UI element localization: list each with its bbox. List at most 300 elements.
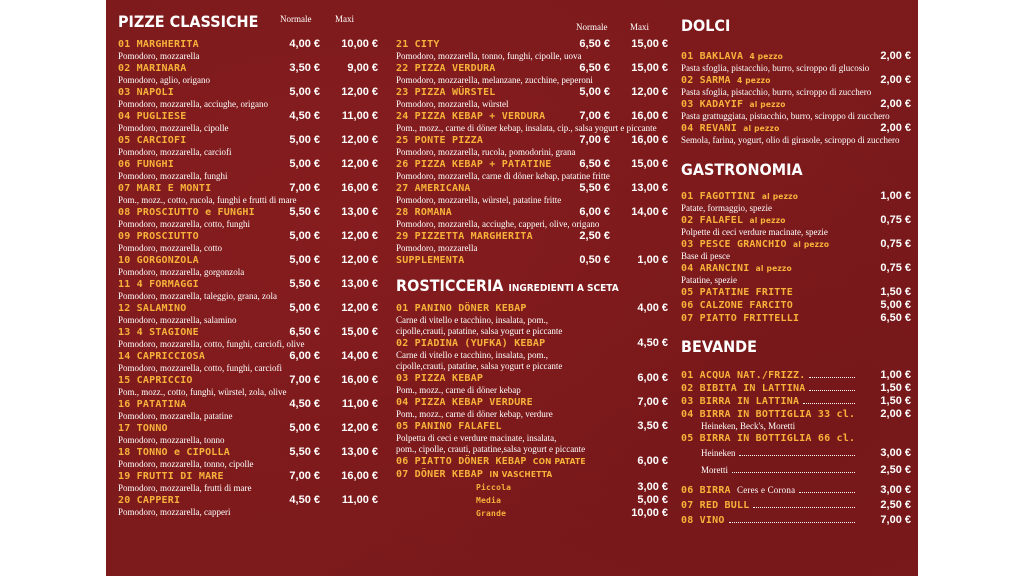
price: 1,00 € [880, 190, 911, 202]
item-name: 09 PROSCIUTTO [118, 231, 199, 242]
price-normale: 5,00 € [579, 86, 610, 98]
item-title: 06 CALZONE FARCITO [681, 300, 793, 311]
price-normale: 6,50 € [579, 38, 610, 50]
item-name [681, 299, 851, 312]
item-name [396, 302, 608, 315]
item-title: 01 BAKLAVA [681, 51, 744, 62]
menu-item-row [118, 326, 378, 339]
dot-leader [753, 507, 855, 508]
drink-option-row [681, 445, 911, 462]
section-title-gastronomia: GASTRONOMIA [681, 160, 803, 179]
price-maxi: 15,00 € [631, 62, 668, 74]
item-note: al pezzo [749, 216, 786, 225]
maxi-label: Maxi [335, 14, 354, 24]
item-name [396, 372, 608, 385]
price-normale: 7,00 € [289, 470, 320, 482]
item-description: pom., cipolle, crauti, patatine,salsa yogurt e piccante [396, 444, 586, 454]
drink-name: 04 BIRRA IN BOTTIGLIA 33 cl. [681, 409, 856, 420]
column-dolci-gastro-bevande [681, 16, 911, 528]
item-name: 06 FUNGHI [118, 159, 174, 170]
menu-item-row [396, 420, 668, 433]
item-note: al pezzo [743, 124, 780, 133]
price-normale: 6,50 € [579, 62, 610, 74]
price: 2,50 € [880, 499, 911, 511]
price-normale: 6,00 € [579, 206, 610, 218]
item-description: cipolle,crauti, patatine, salsa yogurt e piccante [396, 326, 563, 336]
price-maxi: 13,00 € [341, 278, 378, 290]
item-description: cipolle,crauti, patatine, salsa yogurt e piccante [396, 361, 563, 371]
price-maxi: 12,00 € [341, 302, 378, 314]
price-normale: 6,00 € [289, 350, 320, 362]
menu-item-row [396, 254, 668, 267]
drink-row [681, 408, 911, 421]
dot-leader [803, 403, 855, 404]
item-name [396, 337, 608, 350]
price-normale: 4,50 € [289, 110, 320, 122]
price-normale: 5,00 € [289, 422, 320, 434]
item-name: 17 TONNO [118, 423, 168, 434]
drink-name: 03 BIRRA IN LATTINA [681, 396, 800, 407]
item-description: Pomodoro, mozzarella, patatine [118, 411, 233, 421]
item-note: al pezzo [792, 240, 830, 249]
dolci-list [681, 50, 911, 146]
item-note: 4 pezzo [749, 52, 784, 61]
item-description: Pomodoro, mozzarella [118, 51, 200, 61]
item-name: 02 MARINARA [118, 63, 187, 74]
item-description: Pasta sfoglia, pistacchio, burro, sciroppo di zucchero [681, 87, 872, 97]
pizze-list [118, 38, 378, 518]
item-name: 10 GORGONZOLA [118, 255, 199, 266]
item-name: 21 CITY [396, 39, 440, 50]
item-name: 22 PIZZA VERDURA [396, 63, 496, 74]
price: 2,00 € [880, 74, 911, 86]
price-normale: 5,00 € [289, 230, 320, 242]
item-description: Pasta sfoglia, pistacchio, burro, sciroppo di glucosio [681, 63, 870, 73]
dot-leader [809, 390, 855, 391]
item-name: 07 MARI E MONTI [118, 183, 212, 194]
item-name [396, 420, 608, 433]
menu-item-row [681, 74, 911, 87]
size-label: Grande [476, 509, 507, 518]
item-description: Patate, formaggio, spezie [681, 203, 772, 213]
rosticceria-title: ROSTICCERIA [396, 276, 504, 295]
item-description: Base di pesce [681, 251, 730, 261]
gastronomia-list [681, 190, 911, 325]
item-description: Carne di vitello e tacchino, insalata, pom., [396, 350, 548, 360]
drink-name [681, 513, 725, 528]
dot-leader [809, 377, 855, 378]
dot-leader [732, 472, 855, 473]
item-note: al pezzo [755, 264, 792, 273]
price-maxi: 16,00 € [631, 134, 668, 146]
price-normale: 5,00 € [289, 158, 320, 170]
drink-title: 08 VINO [681, 515, 725, 526]
price: 2,00 € [880, 50, 911, 62]
price-normale: 4,50 € [289, 494, 320, 506]
item-name: 08 PROSCIUTTO e FUNGHI [118, 207, 255, 218]
item-description: Carne di vitello e tacchino, insalata, pom., [396, 315, 548, 325]
price: 4,00 € [637, 302, 668, 314]
item-description: Pomodoro, mozzarella, cotto, funghi, carciofi [118, 363, 282, 373]
item-name: 01 MARGHERITA [118, 39, 199, 50]
price-normale: 0,50 € [579, 254, 610, 266]
item-description: Pomodoro, mozzarella, tonno, funghi, cipolle, uova [396, 51, 582, 61]
menu-item-row [118, 422, 378, 435]
item-description: Pomodoro, mozzarella, cotto, funghi, carciofi, olive [118, 339, 305, 349]
item-name [681, 312, 851, 325]
item-title: 03 PESCE GRANCHIO [681, 239, 787, 250]
drink-title: 07 RED BULL [681, 500, 750, 511]
price-maxi: 10,00 € [341, 38, 378, 50]
menu-item-row [396, 110, 668, 123]
drink-row [681, 483, 911, 498]
item-note: CON PATATE [532, 457, 586, 466]
item-title: 01 PANINO DÖNER KEBAP [396, 303, 527, 314]
menu-item-row [396, 38, 668, 51]
price: 1,50 € [880, 382, 911, 394]
price: 3,00 € [637, 481, 668, 493]
item-description: Pom., mozz., carne di döner kebap [396, 385, 521, 395]
item-title: 05 PATATINE FRITTE [681, 287, 793, 298]
item-description: Pomodoro, mozzarella, tonno [118, 435, 225, 445]
rosticceria-subtitle: INGREDIENTI A SCETA [508, 283, 619, 294]
item-description: Pomodoro, mozzarella, gorgonzola [118, 267, 245, 277]
item-description: Polpette di ceci verdure macinate, spezie [681, 227, 828, 237]
item-description: Pomodoro, mozzarella, acciughe, origano [118, 99, 268, 109]
menu-item-row [681, 50, 911, 63]
column-pizze-classiche [118, 12, 378, 518]
price-normale: 4,50 € [289, 398, 320, 410]
price: 7,00 € [637, 396, 668, 408]
price-maxi: 12,00 € [341, 230, 378, 242]
menu-item-row [396, 302, 668, 315]
price: 3,00 € [880, 484, 911, 496]
menu-item-row [681, 122, 911, 135]
price: 10,00 € [631, 507, 668, 519]
price-maxi: 9,00 € [347, 62, 378, 74]
drink-row [681, 395, 911, 408]
price-normale: 5,50 € [289, 446, 320, 458]
menu-item-row [681, 312, 911, 325]
price-maxi: 12,00 € [631, 86, 668, 98]
item-name [681, 50, 851, 63]
item-description: Pomodoro, mozzarella [396, 243, 478, 253]
price-normale: 6,50 € [289, 326, 320, 338]
menu-item-row [118, 62, 378, 75]
price-normale: 2,50 € [579, 230, 610, 242]
item-name: 20 CAPPERI [118, 495, 181, 506]
drink-name: 05 BIRRA IN BOTTIGLIA 66 cl. [681, 433, 856, 444]
item-name: 29 PIZZETTA MARGHERITA [396, 231, 533, 242]
item-title: 07 PIATTO FRITTELLI [681, 313, 800, 324]
menu-item-row [396, 134, 668, 147]
item-name: 12 SALAMINO [118, 303, 187, 314]
size-label: Piccola [476, 483, 512, 492]
option-label: Heineken [701, 448, 736, 458]
price: 1,50 € [880, 286, 911, 298]
item-description: Pomodoro, mozzarella, würstel, patatine fritte [396, 195, 562, 205]
price-normale: 5,50 € [579, 182, 610, 194]
price: 6,00 € [637, 455, 668, 467]
price-normale: 4,00 € [289, 38, 320, 50]
menu-item-row [681, 98, 911, 111]
price-normale: 5,50 € [289, 278, 320, 290]
drink-row [681, 382, 911, 395]
price-normale: 5,50 € [289, 206, 320, 218]
price: 3,00 € [880, 447, 911, 459]
price-maxi: 12,00 € [341, 254, 378, 266]
item-description: Pasta grattuggiata, pistacchio, burro, sciroppo di zucchero [681, 111, 890, 121]
price: 1,50 € [880, 395, 911, 407]
price-maxi: 13,00 € [631, 182, 668, 194]
item-description: Patatine, spezie [681, 275, 737, 285]
price-normale: 5,00 € [289, 86, 320, 98]
menu-item-row [681, 214, 911, 227]
drink-name [681, 483, 795, 498]
item-description: Pomodoro, mozzarella, tonno, cipolle [118, 459, 254, 469]
menu-item-row [396, 230, 668, 243]
item-description: Pomodoro, mozzarella, acciughe, capperi, olive, origano [396, 219, 600, 229]
drink-name: 01 ACQUA NAT./FRIZZ. [681, 370, 806, 381]
normale-label: Normale [576, 22, 608, 32]
size-row [396, 507, 668, 520]
price: 2,50 € [880, 464, 911, 476]
column-pizze-rosticceria [396, 22, 668, 520]
item-name: 13 4 STAGIONE [118, 327, 199, 338]
item-name [396, 468, 668, 481]
price: 2,00 € [880, 122, 911, 134]
menu-item-row [681, 190, 911, 203]
price: 1,00 € [880, 369, 911, 381]
item-title: 06 PIATTO DÖNER KEBAP [396, 456, 527, 467]
item-name [681, 214, 851, 227]
price: 5,00 € [637, 494, 668, 506]
menu-item-row [118, 182, 378, 195]
drink-row [681, 513, 911, 528]
option-label: Moretti [701, 465, 728, 475]
item-description: Pom., mozz., carne di döner kebap, verdure [396, 409, 553, 419]
menu-item-row [396, 206, 668, 219]
section-title-rosticceria [396, 276, 641, 296]
drink-brands: Ceres e Corona [737, 485, 796, 495]
size-row [396, 481, 668, 494]
item-description: Pom., mozz., carne di döner kebap, insalata, cip., salsa yogurt e piccante [396, 123, 657, 133]
vaschetta-note: IN VASCHETTA [489, 470, 553, 479]
item-title: 02 PIADINA (YUFKA) KEBAP [396, 338, 546, 349]
item-description: Pomodoro, mozzarella, capperi [118, 507, 231, 517]
item-title: 03 KADAYIF [681, 99, 744, 110]
price-normale: 7,00 € [579, 134, 610, 146]
item-name: 05 CARCIOFI [118, 135, 187, 146]
item-name: 23 PIZZA WÜRSTEL [396, 87, 496, 98]
item-name: SUPPLEMENTA [396, 255, 465, 266]
item-name [681, 286, 851, 299]
menu-board [106, 0, 918, 576]
menu-item-row [396, 372, 668, 385]
menu-item-row [396, 455, 668, 468]
menu-item-row [118, 134, 378, 147]
menu-item-row [396, 182, 668, 195]
item-description: Pomodoro, mozzarella, rucola, pomodorini, grana [396, 147, 576, 157]
item-name [681, 122, 851, 135]
section-title-bevande: BEVANDE [681, 337, 757, 356]
item-name: 15 CAPRICCIO [118, 375, 193, 386]
drink-row [681, 498, 911, 513]
item-description: Pomodoro, aglio, origano [118, 75, 210, 85]
menu-item-row [118, 110, 378, 123]
price-maxi: 13,00 € [341, 206, 378, 218]
menu-item-row [396, 337, 668, 350]
item-description: Semola, farina, yogurt, olio di girasole, sciroppo di zucchero [681, 135, 900, 145]
price-maxi: 16,00 € [341, 470, 378, 482]
price-maxi: 14,00 € [341, 350, 378, 362]
menu-item-row [118, 278, 378, 291]
normale-label: Normale [280, 14, 312, 24]
price-normale: 5,00 € [289, 134, 320, 146]
item-description: Pomodoro, mozzarella, würstel [396, 99, 509, 109]
item-description: Pomodoro, mozzarella, cotto [118, 243, 222, 253]
price-normale: 7,00 € [289, 182, 320, 194]
vaschetta-item [396, 468, 668, 520]
menu-item-row [118, 446, 378, 459]
item-description: Pomodoro, mozzarella, taleggio, grana, zola [118, 291, 277, 301]
menu-item-row [118, 302, 378, 315]
item-description: Pomodoro, mozzarella, salamino [118, 315, 237, 325]
item-description: Pomodoro, mozzarella, carne di döner kebap, patatine fritte [396, 171, 610, 181]
item-description: Pom., mozz., cotto, rucola, funghi e frutti di mare [118, 195, 297, 205]
item-title: 04 PIZZA KEBAP VERDURE [396, 397, 533, 408]
price-normale: 6,50 € [579, 158, 610, 170]
menu-item-row [118, 350, 378, 363]
item-name: 18 TONNO e CIPOLLA [118, 447, 230, 458]
drink-name [681, 498, 749, 513]
menu-item-row [118, 494, 378, 507]
item-note: al pezzo [749, 100, 786, 109]
price-maxi: 12,00 € [341, 422, 378, 434]
price: 6,00 € [637, 372, 668, 384]
item-title: 04 ARANCINI [681, 263, 750, 274]
item-note: al pezzo [761, 192, 799, 201]
price: 7,00 € [880, 514, 911, 526]
section-title-pizze-classiche: PIZZE CLASSICHE [118, 12, 259, 31]
menu-item-row [118, 86, 378, 99]
price: 0,75 € [880, 262, 911, 274]
maxi-label: Maxi [630, 22, 649, 32]
item-name: 24 PIZZA KEBAP + VERDURA [396, 111, 546, 122]
menu-item-row [118, 374, 378, 387]
menu-item-row [118, 398, 378, 411]
price-normale: 5,00 € [289, 302, 320, 314]
price-maxi: 12,00 € [341, 86, 378, 98]
price-maxi: 16,00 € [341, 182, 378, 194]
pizze2-list [396, 38, 668, 267]
price: 6,50 € [880, 312, 911, 324]
item-description: Pomodoro, mozzarella, frutti di mare [118, 483, 252, 493]
price: 0,75 € [880, 238, 911, 250]
menu-item-row [681, 238, 911, 251]
price-maxi: 16,00 € [341, 374, 378, 386]
price-normale: 3,50 € [289, 62, 320, 74]
menu-item-row [118, 470, 378, 483]
price: 0,75 € [880, 214, 911, 226]
price-normale: 7,00 € [579, 110, 610, 122]
item-name [396, 396, 608, 409]
size-label: Media [476, 496, 502, 505]
item-title: 02 SARMA [681, 75, 731, 86]
item-description: Pomodoro, mozzarella, melanzane, zucchine, peperoni [396, 75, 593, 85]
item-title: 01 FAGOTTINI [681, 191, 756, 202]
menu-item-row [681, 262, 911, 275]
item-description: Pom., mozz., cotto, funghi, würstel, zola, olive [118, 387, 287, 397]
item-name [681, 74, 851, 87]
dot-leader [739, 455, 855, 456]
drink-title: 06 BIRRA [681, 485, 731, 496]
price: 4,50 € [637, 337, 668, 349]
price: 2,00 € [880, 408, 911, 420]
item-name: 28 ROMANA [396, 207, 452, 218]
bevande-list [681, 369, 911, 528]
price-maxi: 12,00 € [341, 134, 378, 146]
menu-item-row [118, 158, 378, 171]
item-title: 05 PANINO FALAFEL [396, 421, 502, 432]
vaschetta-sizes [396, 481, 668, 520]
item-name [681, 190, 851, 203]
menu-item-row [118, 38, 378, 51]
price-maxi: 11,00 € [341, 398, 378, 410]
drink-row [681, 369, 911, 382]
menu-item-row [118, 206, 378, 219]
price-maxi: 15,00 € [631, 158, 668, 170]
price-maxi: 16,00 € [631, 110, 668, 122]
item-name: 03 NAPOLI [118, 87, 174, 98]
drink-name: 02 BIBITA IN LATTINA [681, 383, 806, 394]
price-maxi: 11,00 € [341, 110, 378, 122]
price: 5,00 € [880, 299, 911, 311]
drink-option-row [681, 462, 911, 479]
item-name [396, 455, 608, 468]
section-title-dolci: DOLCI [681, 16, 731, 35]
item-description: Pomodoro, mozzarella, funghi [118, 171, 228, 181]
price: 2,00 € [880, 98, 911, 110]
item-name: 19 FRUTTI DI MARE [118, 471, 224, 482]
item-name: 04 PUGLIESE [118, 111, 187, 122]
item-title: 02 FALAFEL [681, 215, 744, 226]
dot-leader [799, 492, 855, 493]
rosticceria-list [396, 302, 668, 468]
price-maxi: 15,00 € [341, 326, 378, 338]
menu-item-row [681, 286, 911, 299]
price-maxi: 13,00 € [341, 446, 378, 458]
vaschetta-name: 07 DÖNER KEBAP [396, 469, 484, 480]
item-title: 03 PIZZA KEBAP [396, 373, 484, 384]
menu-item-row [118, 254, 378, 267]
item-description: Polpetta di ceci e verdure macinate, insalata, [396, 433, 557, 443]
item-name: 11 4 FORMAGGI [118, 279, 199, 290]
item-name [681, 262, 851, 275]
price-maxi: 1,00 € [637, 254, 668, 266]
price-normale: 7,00 € [289, 374, 320, 386]
item-name [681, 238, 851, 251]
price-maxi: 11,00 € [341, 494, 378, 506]
beer-33-brands: Heineken, Beck's, Moretti [701, 421, 796, 431]
menu-item-row [396, 62, 668, 75]
item-title: 04 REVANI [681, 123, 737, 134]
item-note: 4 pezzo [737, 76, 771, 85]
price-normale: 5,00 € [289, 254, 320, 266]
item-name: 16 PATATINA [118, 399, 187, 410]
menu-item-row [396, 396, 668, 409]
dot-leader [729, 522, 855, 523]
